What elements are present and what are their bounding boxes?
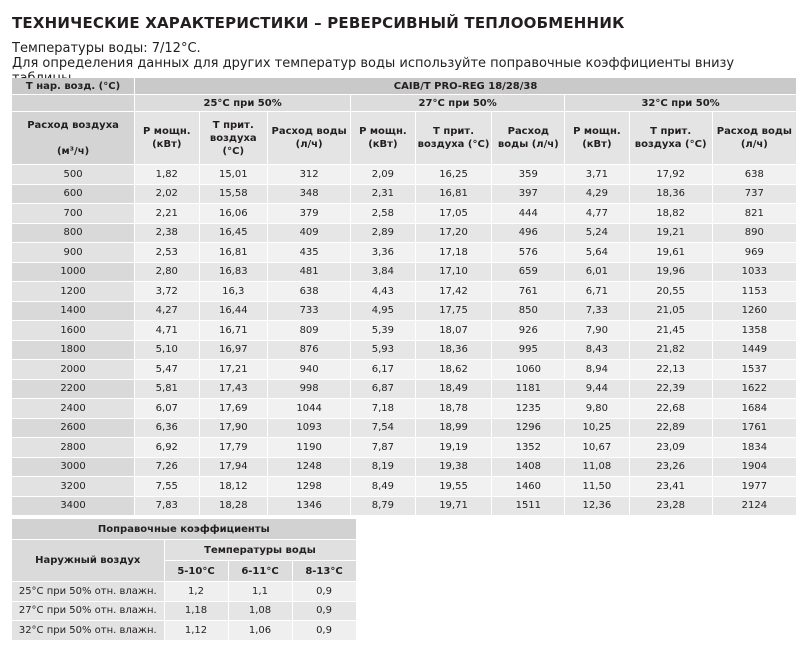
table-row <box>12 204 797 224</box>
value-cell: 2,38 <box>135 223 199 243</box>
water-temp-col-header: 5-10°С <box>164 561 228 582</box>
correction-table-body <box>12 582 356 641</box>
value-cell: 16,06 <box>199 204 268 224</box>
value-cell: 6,92 <box>135 438 199 458</box>
supply-temp-header: Т прит. воздуха (°С) <box>199 112 268 165</box>
value-cell: 481 <box>268 262 351 282</box>
value-cell: 348 <box>268 184 351 204</box>
correction-instruction: Для определения данных для других температур воды используйте поправочные коэффициенты внизу <box>12 56 735 71</box>
airflow-cell: 800 <box>12 223 135 243</box>
value-cell: 15,01 <box>199 165 268 185</box>
value-cell: 5,64 <box>565 243 629 263</box>
table-row <box>12 399 797 419</box>
value-cell: 17,42 <box>415 282 492 302</box>
value-cell: 18,36 <box>629 184 712 204</box>
value-cell: 2,31 <box>351 184 415 204</box>
airflow-label: Расход воздуха <box>27 119 119 131</box>
table-row <box>12 301 797 321</box>
value-cell: 15,58 <box>199 184 268 204</box>
value-cell: 17,90 <box>199 418 268 438</box>
table-row <box>12 477 797 497</box>
power-header: P мощн. (кВт) <box>135 112 199 165</box>
value-cell: 312 <box>268 165 351 185</box>
table-row <box>12 282 797 302</box>
value-cell: 809 <box>268 321 351 341</box>
value-cell: 16,81 <box>415 184 492 204</box>
specifications-table-body <box>12 165 797 516</box>
power-header: P мощн. (кВт) <box>351 112 415 165</box>
value-cell: 18,28 <box>199 496 268 516</box>
value-cell: 6,71 <box>565 282 629 302</box>
value-cell: 23,41 <box>629 477 712 497</box>
value-cell: 409 <box>268 223 351 243</box>
value-cell: 18,12 <box>199 477 268 497</box>
value-cell: 995 <box>492 340 565 360</box>
value-cell: 21,05 <box>629 301 712 321</box>
value-cell: 21,82 <box>629 340 712 360</box>
correction-factors-table <box>12 519 357 641</box>
value-cell: 1622 <box>712 379 796 399</box>
value-cell: 7,55 <box>135 477 199 497</box>
water-temps-header: Температуры воды <box>164 540 356 561</box>
value-cell: 1358 <box>712 321 796 341</box>
value-cell: 16,97 <box>199 340 268 360</box>
value-cell: 16,45 <box>199 223 268 243</box>
value-cell: 4,43 <box>351 282 415 302</box>
value-cell: 18,07 <box>415 321 492 341</box>
value-cell: 1346 <box>268 496 351 516</box>
value-cell: 1,82 <box>135 165 199 185</box>
value-cell: 16,44 <box>199 301 268 321</box>
value-cell: 8,79 <box>351 496 415 516</box>
airflow-cell: 2200 <box>12 379 135 399</box>
value-cell: 890 <box>712 223 796 243</box>
value-cell: 969 <box>712 243 796 263</box>
value-cell: 18,99 <box>415 418 492 438</box>
value-cell: 22,39 <box>629 379 712 399</box>
value-cell: 638 <box>712 165 796 185</box>
airflow-unit: (м³/ч) <box>56 145 90 157</box>
power-header: P мощн. (кВт) <box>565 112 629 165</box>
coefficient-cell: 0,9 <box>292 601 356 621</box>
value-cell: 359 <box>492 165 565 185</box>
value-cell: 1093 <box>268 418 351 438</box>
table-row <box>12 582 356 602</box>
value-cell: 1460 <box>492 477 565 497</box>
value-cell: 6,01 <box>565 262 629 282</box>
value-cell: 22,68 <box>629 399 712 419</box>
value-cell: 4,77 <box>565 204 629 224</box>
value-cell: 7,83 <box>135 496 199 516</box>
value-cell: 4,71 <box>135 321 199 341</box>
value-cell: 18,78 <box>415 399 492 419</box>
supply-temp-header: Т прит. воздуха (°С) <box>629 112 712 165</box>
airflow-cell: 1200 <box>12 282 135 302</box>
value-cell: 19,38 <box>415 457 492 477</box>
value-cell: 7,87 <box>351 438 415 458</box>
value-cell: 19,55 <box>415 477 492 497</box>
value-cell: 4,27 <box>135 301 199 321</box>
table-row <box>12 496 797 516</box>
value-cell: 19,71 <box>415 496 492 516</box>
correction-table-title: Поправочные коэффициенты <box>12 519 356 540</box>
value-cell: 16,25 <box>415 165 492 185</box>
airflow-cell: 3000 <box>12 457 135 477</box>
value-cell: 1761 <box>712 418 796 438</box>
water-temperature-note: Температуры воды: 7/12°С. <box>12 41 201 56</box>
value-cell: 435 <box>268 243 351 263</box>
value-cell: 9,44 <box>565 379 629 399</box>
value-cell: 3,84 <box>351 262 415 282</box>
value-cell: 1449 <box>712 340 796 360</box>
specifications-table <box>12 78 797 516</box>
group-header-32: 32°С при 50% <box>565 95 797 112</box>
water-flow-header: Расход воды (л/ч) <box>492 112 565 165</box>
value-cell: 1181 <box>492 379 565 399</box>
value-cell: 11,08 <box>565 457 629 477</box>
table-row <box>12 379 797 399</box>
value-cell: 17,94 <box>199 457 268 477</box>
table-row <box>12 621 356 641</box>
value-cell: 761 <box>492 282 565 302</box>
value-cell: 1408 <box>492 457 565 477</box>
coefficient-cell: 1,2 <box>164 582 228 602</box>
value-cell: 2,21 <box>135 204 199 224</box>
header-spacer <box>12 95 135 112</box>
value-cell: 3,72 <box>135 282 199 302</box>
outdoor-temp-header: Т нар. возд. (°С) <box>12 78 135 95</box>
airflow-cell: 2000 <box>12 360 135 380</box>
value-cell: 16,81 <box>199 243 268 263</box>
value-cell: 576 <box>492 243 565 263</box>
table-row <box>12 418 797 438</box>
table-row <box>12 243 797 263</box>
value-cell: 18,36 <box>415 340 492 360</box>
value-cell: 17,05 <box>415 204 492 224</box>
model-header: CAIB/T PRO-REG 18/28/38 <box>135 78 797 95</box>
value-cell: 7,26 <box>135 457 199 477</box>
table-row <box>12 457 797 477</box>
value-cell: 2,53 <box>135 243 199 263</box>
value-cell: 5,39 <box>351 321 415 341</box>
coefficient-cell: 1,08 <box>228 601 292 621</box>
airflow-cell: 2800 <box>12 438 135 458</box>
value-cell: 18,62 <box>415 360 492 380</box>
coefficient-cell: 1,18 <box>164 601 228 621</box>
value-cell: 1033 <box>712 262 796 282</box>
value-cell: 737 <box>712 184 796 204</box>
value-cell: 17,69 <box>199 399 268 419</box>
table-row <box>12 165 797 185</box>
airflow-cell: 600 <box>12 184 135 204</box>
value-cell: 850 <box>492 301 565 321</box>
value-cell: 4,95 <box>351 301 415 321</box>
value-cell: 17,43 <box>199 379 268 399</box>
value-cell: 19,19 <box>415 438 492 458</box>
value-cell: 444 <box>492 204 565 224</box>
value-cell: 2,80 <box>135 262 199 282</box>
table-row <box>12 360 797 380</box>
value-cell: 5,47 <box>135 360 199 380</box>
table-row <box>12 321 797 341</box>
table-row <box>12 601 356 621</box>
value-cell: 18,82 <box>629 204 712 224</box>
value-cell: 1684 <box>712 399 796 419</box>
value-cell: 16,3 <box>199 282 268 302</box>
value-cell: 397 <box>492 184 565 204</box>
value-cell: 3,36 <box>351 243 415 263</box>
value-cell: 1537 <box>712 360 796 380</box>
value-cell: 6,17 <box>351 360 415 380</box>
value-cell: 4,29 <box>565 184 629 204</box>
value-cell: 5,81 <box>135 379 199 399</box>
value-cell: 22,13 <box>629 360 712 380</box>
table-row <box>12 438 797 458</box>
water-temp-col-header: 6-11°С <box>228 561 292 582</box>
value-cell: 17,79 <box>199 438 268 458</box>
value-cell: 16,71 <box>199 321 268 341</box>
value-cell: 1296 <box>492 418 565 438</box>
airflow-cell: 1600 <box>12 321 135 341</box>
value-cell: 23,26 <box>629 457 712 477</box>
value-cell: 16,83 <box>199 262 268 282</box>
outdoor-air-header: Наружный воздух <box>12 540 164 582</box>
value-cell: 8,43 <box>565 340 629 360</box>
value-cell: 6,36 <box>135 418 199 438</box>
value-cell: 2,58 <box>351 204 415 224</box>
airflow-cell: 2400 <box>12 399 135 419</box>
value-cell: 1298 <box>268 477 351 497</box>
airflow-cell: 1400 <box>12 301 135 321</box>
table-row <box>12 340 797 360</box>
coefficient-cell: 1,12 <box>164 621 228 641</box>
value-cell: 8,19 <box>351 457 415 477</box>
value-cell: 659 <box>492 262 565 282</box>
table-row <box>12 184 797 204</box>
value-cell: 6,87 <box>351 379 415 399</box>
value-cell: 821 <box>712 204 796 224</box>
value-cell: 17,20 <box>415 223 492 243</box>
value-cell: 2,89 <box>351 223 415 243</box>
value-cell: 638 <box>268 282 351 302</box>
value-cell: 20,55 <box>629 282 712 302</box>
water-flow-header: Расход воды (л/ч) <box>268 112 351 165</box>
coefficient-cell: 1,1 <box>228 582 292 602</box>
value-cell: 1834 <box>712 438 796 458</box>
value-cell: 17,10 <box>415 262 492 282</box>
airflow-cell: 1000 <box>12 262 135 282</box>
group-header-25: 25°С при 50% <box>135 95 351 112</box>
value-cell: 17,21 <box>199 360 268 380</box>
outdoor-condition-cell: 32°С при 50% отн. влажн. <box>12 621 164 641</box>
value-cell: 11,50 <box>565 477 629 497</box>
value-cell: 6,07 <box>135 399 199 419</box>
value-cell: 19,61 <box>629 243 712 263</box>
value-cell: 876 <box>268 340 351 360</box>
value-cell: 10,67 <box>565 438 629 458</box>
value-cell: 9,80 <box>565 399 629 419</box>
airflow-cell: 3400 <box>12 496 135 516</box>
coefficient-cell: 1,06 <box>228 621 292 641</box>
coefficient-cell: 0,9 <box>292 582 356 602</box>
value-cell: 1235 <box>492 399 565 419</box>
value-cell: 7,90 <box>565 321 629 341</box>
water-temp-col-header: 8-13°С <box>292 561 356 582</box>
value-cell: 18,49 <box>415 379 492 399</box>
value-cell: 1904 <box>712 457 796 477</box>
supply-temp-header: Т прит. воздуха (°С) <box>415 112 492 165</box>
airflow-cell: 3200 <box>12 477 135 497</box>
airflow-cell: 700 <box>12 204 135 224</box>
value-cell: 1260 <box>712 301 796 321</box>
value-cell: 7,54 <box>351 418 415 438</box>
value-cell: 22,89 <box>629 418 712 438</box>
value-cell: 1511 <box>492 496 565 516</box>
value-cell: 1977 <box>712 477 796 497</box>
value-cell: 1352 <box>492 438 565 458</box>
value-cell: 379 <box>268 204 351 224</box>
value-cell: 8,49 <box>351 477 415 497</box>
value-cell: 1153 <box>712 282 796 302</box>
airflow-header <box>12 112 135 165</box>
value-cell: 17,18 <box>415 243 492 263</box>
airflow-cell: 1800 <box>12 340 135 360</box>
value-cell: 1044 <box>268 399 351 419</box>
value-cell: 17,92 <box>629 165 712 185</box>
value-cell: 5,24 <box>565 223 629 243</box>
table-row <box>12 223 797 243</box>
value-cell: 496 <box>492 223 565 243</box>
value-cell: 12,36 <box>565 496 629 516</box>
value-cell: 7,18 <box>351 399 415 419</box>
value-cell: 7,33 <box>565 301 629 321</box>
value-cell: 1190 <box>268 438 351 458</box>
group-header-27: 27°С при 50% <box>351 95 565 112</box>
airflow-cell: 900 <box>12 243 135 263</box>
value-cell: 5,93 <box>351 340 415 360</box>
coefficient-cell: 0,9 <box>292 621 356 641</box>
value-cell: 23,09 <box>629 438 712 458</box>
value-cell: 926 <box>492 321 565 341</box>
outdoor-condition-cell: 25°С при 50% отн. влажн. <box>12 582 164 602</box>
value-cell: 21,45 <box>629 321 712 341</box>
page-title: ТЕХНИЧЕСКИЕ ХАРАКТЕРИСТИКИ – РЕВЕРСИВНЫЙ ТЕПЛООБМЕННИК <box>12 14 625 32</box>
value-cell: 998 <box>268 379 351 399</box>
value-cell: 1248 <box>268 457 351 477</box>
value-cell: 3,71 <box>565 165 629 185</box>
outdoor-condition-cell: 27°С при 50% отн. влажн. <box>12 601 164 621</box>
value-cell: 19,21 <box>629 223 712 243</box>
water-flow-header: Расход воды (л/ч) <box>712 112 796 165</box>
value-cell: 1060 <box>492 360 565 380</box>
airflow-cell: 2600 <box>12 418 135 438</box>
value-cell: 10,25 <box>565 418 629 438</box>
table-row <box>12 262 797 282</box>
value-cell: 2,02 <box>135 184 199 204</box>
value-cell: 8,94 <box>565 360 629 380</box>
value-cell: 940 <box>268 360 351 380</box>
airflow-cell: 500 <box>12 165 135 185</box>
value-cell: 19,96 <box>629 262 712 282</box>
value-cell: 23,28 <box>629 496 712 516</box>
value-cell: 17,75 <box>415 301 492 321</box>
value-cell: 2124 <box>712 496 796 516</box>
value-cell: 5,10 <box>135 340 199 360</box>
value-cell: 733 <box>268 301 351 321</box>
value-cell: 2,09 <box>351 165 415 185</box>
